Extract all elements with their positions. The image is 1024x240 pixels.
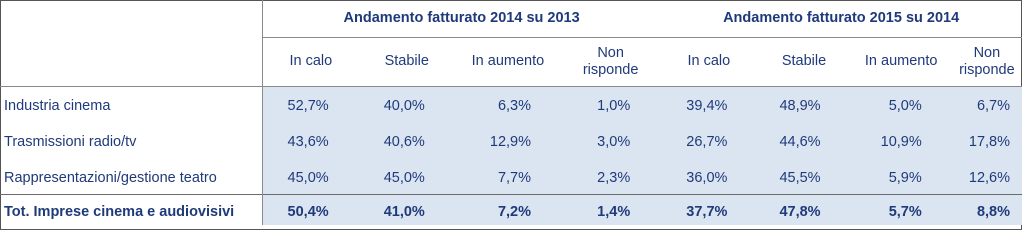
table-row xyxy=(0,86,1022,122)
table-cell: 5,0% xyxy=(851,86,952,122)
table-cell: 12,9% xyxy=(455,122,561,158)
table-row xyxy=(0,158,1022,194)
subheader-in-calo-2015: In calo xyxy=(660,37,757,86)
total-cell: 5,7% xyxy=(851,194,952,225)
total-cell: 50,4% xyxy=(262,194,358,225)
table-cell: 39,4% xyxy=(660,86,757,122)
table-cell: 6,3% xyxy=(455,86,561,122)
table-cell: 1,0% xyxy=(561,86,660,122)
total-cell: 37,7% xyxy=(660,194,757,225)
table-cell: 44,6% xyxy=(757,122,850,158)
total-cell: 1,4% xyxy=(561,194,660,225)
total-cell: 41,0% xyxy=(359,194,455,225)
total-row xyxy=(0,194,1022,225)
table-cell: 45,0% xyxy=(262,158,358,194)
total-cell: 8,8% xyxy=(952,194,1022,225)
table-row xyxy=(0,122,1022,158)
table-cell: 7,7% xyxy=(455,158,561,194)
subheader-in-aumento-2014: In aumento xyxy=(455,37,561,86)
subheader-in-aumento-2015: In aumento xyxy=(851,37,952,86)
row-label: Trasmissioni radio/tv xyxy=(0,122,262,158)
total-cell: 7,2% xyxy=(455,194,561,225)
table-cell: 26,7% xyxy=(660,122,757,158)
subheader-stabile-2015: Stabile xyxy=(757,37,850,86)
table-cell: 52,7% xyxy=(262,86,358,122)
table-cell: 43,6% xyxy=(262,122,358,158)
row-label: Rappresentazioni/gestione teatro xyxy=(0,158,262,194)
subheader-non-risponde-2014: Non risponde xyxy=(561,37,660,86)
table-cell: 6,7% xyxy=(952,86,1022,122)
table-cell: 48,9% xyxy=(757,86,850,122)
subheader-in-calo-2014: In calo xyxy=(262,37,358,86)
corner-cell xyxy=(0,0,262,37)
table-cell: 40,0% xyxy=(359,86,455,122)
table-cell: 2,3% xyxy=(561,158,660,194)
row-label: Industria cinema xyxy=(0,86,262,122)
subheader-stabile-2014: Stabile xyxy=(359,37,455,86)
total-cell: 47,8% xyxy=(757,194,850,225)
subheader-non-risponde-2015: Non risponde xyxy=(952,37,1022,86)
table-cell: 45,0% xyxy=(359,158,455,194)
table-cell: 5,9% xyxy=(851,158,952,194)
group-header-2014: Andamento fatturato 2014 su 2013 xyxy=(262,0,660,37)
table-cell: 45,5% xyxy=(757,158,850,194)
table-cell: 12,6% xyxy=(952,158,1022,194)
table-cell: 10,9% xyxy=(851,122,952,158)
group-header-2015: Andamento fatturato 2015 su 2014 xyxy=(660,0,1022,37)
table-cell: 3,0% xyxy=(561,122,660,158)
table-cell: 17,8% xyxy=(952,122,1022,158)
table-cell: 36,0% xyxy=(660,158,757,194)
corner-cell-2 xyxy=(0,37,262,86)
table-cell: 40,6% xyxy=(359,122,455,158)
total-label: Tot. Imprese cinema e audiovisivi xyxy=(0,194,262,225)
